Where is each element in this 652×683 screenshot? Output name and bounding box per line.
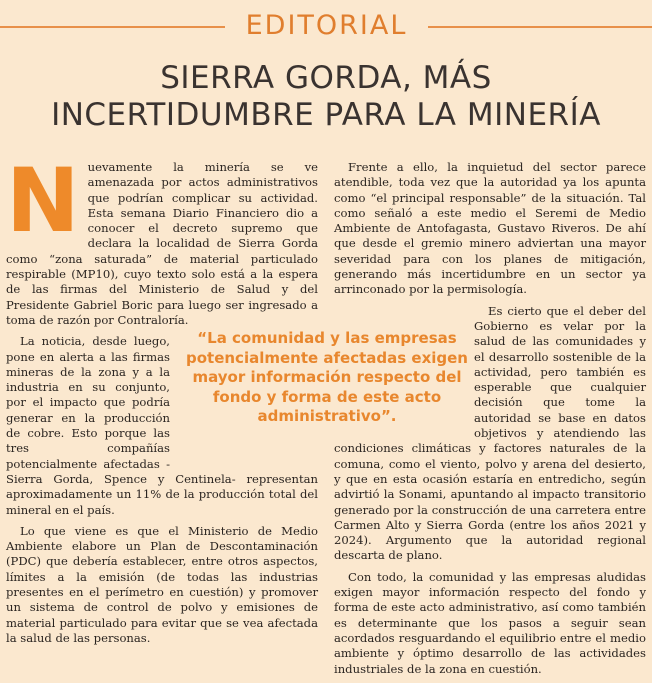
paragraph: Con todo, la comunidad y las empresas aludidas exigen mayor información respecto del fondo y forma de este acto administrativo, así como también es determinante que los pasos a seguir sean acordados resguardando el equilibrio entre el medio ambiente y óptimo desarrollo de las actividades industriales de la zona en cuestión. <box>334 569 646 676</box>
paragraph-text: uevamente la minería se ve amenazada por actos administrativos que podrían complicar su actividad. Esta semana Diario Financiero dio a conocer el decreto supremo que declara la localidad de Sierra Gorda como “zona saturada” de material particulado respirable (MP10), cuyo texto solo está a la espera de las firmas del Ministerio de Salud y del Presidente Gabriel Boric para luego ser ingresado a toma de razón por Contraloría. <box>6 160 318 327</box>
paragraph-text: Es cierto que el deber del Gobierno es velar por la salud de las comunidades y el desarrollo sostenible de la actividad, pero también es esperable que cualquier decisión que tome la autoridad se base en datos objetivos y atendiendo las condiciones climáticas y factores naturales de la comuna, como el viento, polvo y arena del desierto, y que en esta ocasión estaría en entredicho, según advirtió la Sonami, apuntando al impacto transitorio generado por la construcción de una carretera entre Carmen Alto y Sierra Gorda (entre los años 2021 y 2024). Argumento que la autoridad regional descarta de plano. <box>334 303 646 563</box>
section-header <box>0 8 652 48</box>
dropcap: N <box>6 149 80 252</box>
paragraph <box>6 149 318 328</box>
headline-line-1: SIERRA GORDA, MÁS <box>160 60 492 96</box>
header-rule-left <box>0 26 225 28</box>
paragraph: Lo que viene es que el Ministerio de Medio Ambiente elabore un Plan de Descontaminación (PDC) que debería establecer, entre otros aspectos, límites a la emisión (de todas las industrias presentes en el perímetro en cuestión) y promover un sistema de control de polvo y emisiones de material particulado para evitar que se vea afectada la salud de las personas. <box>6 523 318 645</box>
pull-quote: “La comunidad y las empresas potencialmente afectadas exigen mayor información respecto del fondo y forma de este acto administrativo”. <box>185 329 468 425</box>
article-headline <box>0 60 652 134</box>
paragraph-text: La noticia, desde luego, pone en alerta a las firmas mineras de la zona y a la industria en su conjunto, por el impacto que podría generar en la producción de cobre. Esto porque las tres compañías potencialmente afectadas -Sierra Gorda, Spence y Centinela- representan aproximadamente un 11% de la producción total del mineral en el país. <box>6 334 318 517</box>
headline-line-2: INCERTIDUMBRE PARA LA MINERÍA <box>51 97 601 133</box>
paragraph: Frente a ello, la inquietud del sector parece atendible, toda vez que la autoridad ya los apunta como “el principal responsable” de la situación. Tal como señaló a este medio el Seremi de Medio Ambiente de Antofagasta, Gustavo Riveros. De ahí que desde el gremio minero adviertan una mayor severidad para con los planes de mitigación, generando más incertidumbre en un sector ya arrinconado por la permisología. <box>334 160 646 297</box>
header-rule-right <box>428 26 652 28</box>
section-label: EDITORIAL <box>245 10 408 41</box>
